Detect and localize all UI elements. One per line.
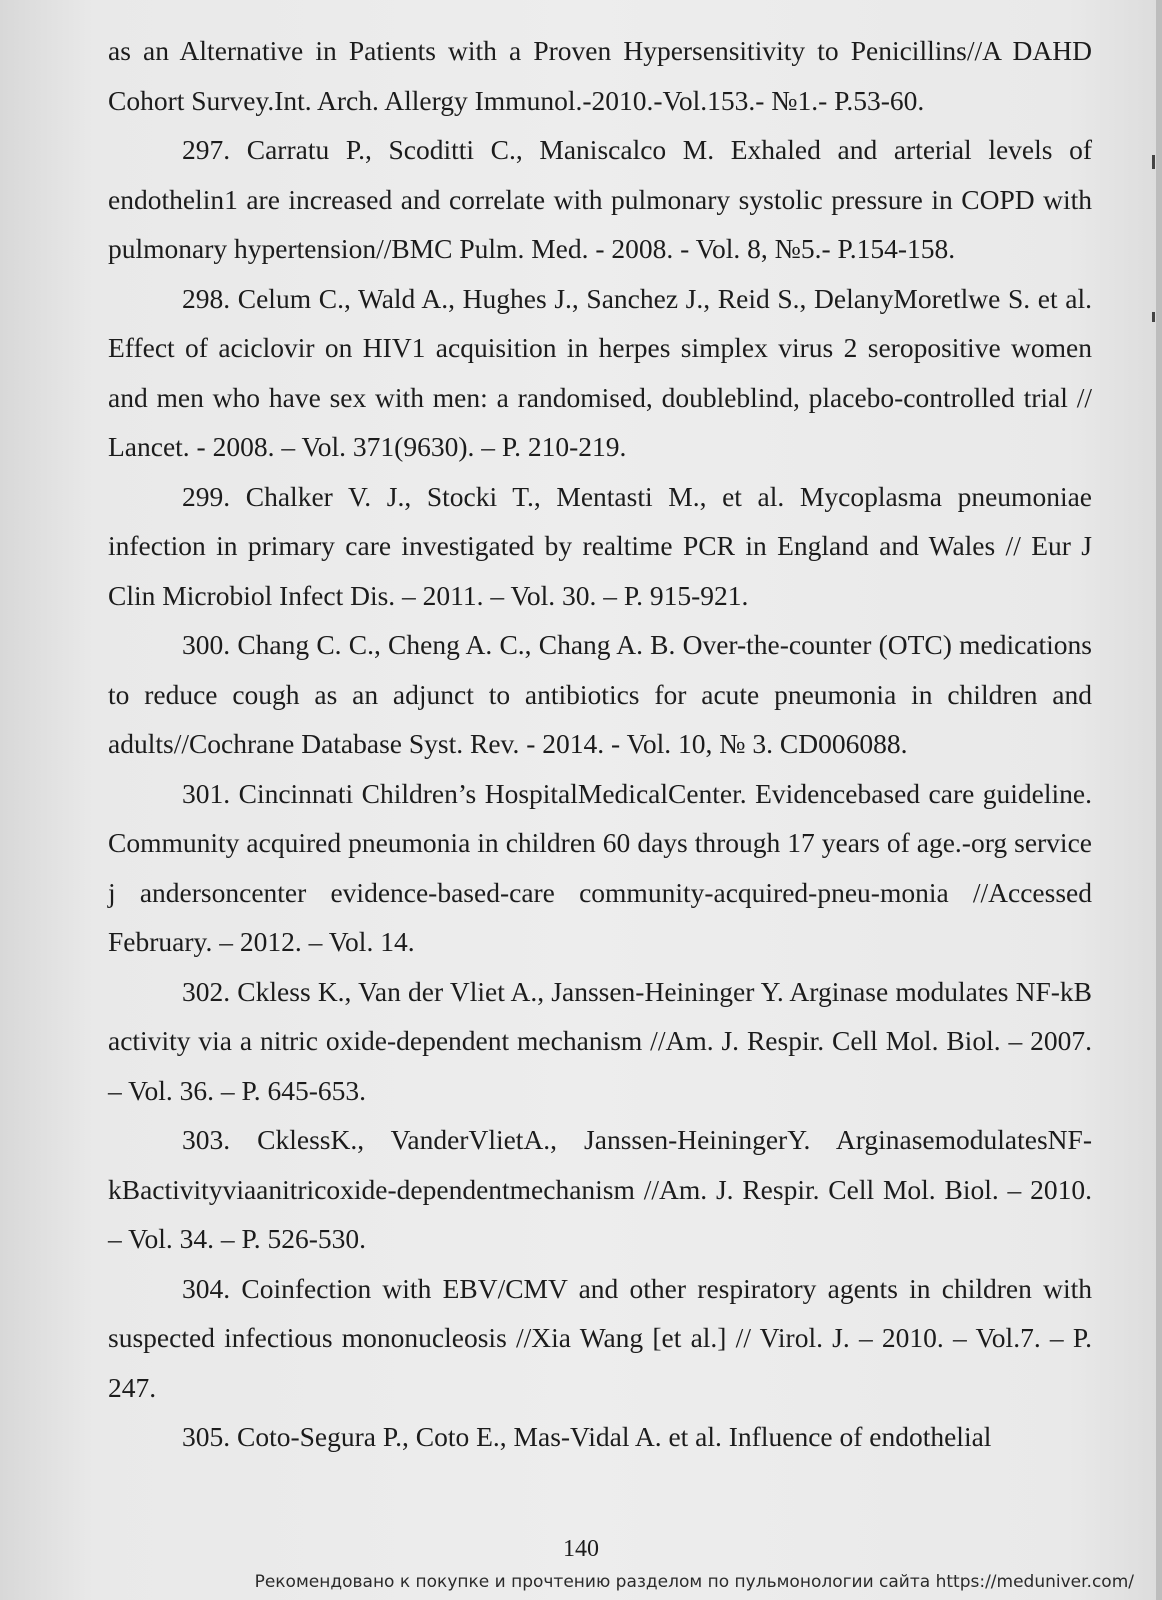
reference-300: 300. Chang C. C., Cheng A. C., Chang A. B. Over-the-counter (OTC) medications to reduce cough as an adjunct to antibiotics for acute pneumonia in children and adults//Cochrane Database Syst. Rev. - 2014. - Vol. 10, № 3. CD006088. bbox=[108, 629, 1092, 759]
reference-298: 298. Celum C., Wald A., Hughes J., Sanchez J., Reid S., DelanyMoretlwe S. et al. Effect of aciclovir on HIV1 acquisition in herpes simplex virus 2 seropositive women and men who have sex with men: a randomised, doubleblind, placebo-controlled trial // Lancet. - 2008. – Vol. 371(9630). – P. 210-219. bbox=[108, 282, 1092, 462]
scan-mark bbox=[1152, 155, 1155, 169]
reference-297: 297. Carratu P., Scoditti C., Maniscalco M. Exhaled and arterial levels of endothelin1 are increased and correlate with pulmonary systolic pressure in COPD with pulmonary hypertension//BMC Pulm. Med. - 2008. - Vol. 8, №5.- P.154-158. bbox=[108, 134, 1092, 264]
reference-305: 305. Coto-Segura P., Coto E., Mas-Vidal A. et al. Influence of endothelial bbox=[182, 1421, 992, 1452]
reference-299: 299. Chalker V. J., Stocki T., Mentasti M., et al. Mycoplasma pneumoniae infection in primary care investigated by realtime PCR in England and Wales // Eur J Clin Microbiol Infect Dis. – 2011. – Vol. 30. – P. 915-921. bbox=[108, 480, 1092, 611]
reference-302: 302. Ckless K., Van der Vliet A., Janssen-Heininger Y. Arginase modulates NF-kB activity via a nitric oxide-dependent mechanism //Am. J. Respir. Cell Mol. Biol. – 2007. – Vol. 36. – P. 645-653. bbox=[108, 975, 1092, 1106]
reference-continuation: as an Alternative in Patients with a Proven Hypersensitivity to Penicillins//A DAHD Cohort Survey.Int. Arch. Allergy Immunol.-2010.-Vol.153.- №1.- P.53-60. bbox=[108, 35, 1092, 116]
reference-303: 303. CklessK., VanderVlietA., Janssen-HeiningerY. ArginasemodulatesNF-kBactivityviaanitricoxide-dependentmechanism //Am. J. Respir. Cell Mol. Biol. – 2010. – Vol. 34. – P. 526-530. bbox=[108, 1124, 1092, 1254]
reference-301: 301. Cincinnati Children’s HospitalMedicalCenter. Evidencebased care guideline. Community acquired pneumonia in children 60 days through 17 years of age.-org service j andersoncenter evidence-based-care community-acquired-pneu-monia //Accessed February. – 2012. – Vol. 14. bbox=[108, 777, 1092, 957]
reference-304: 304. Coinfection with EBV/CMV and other respiratory agents in children with suspected infectious mononucleosis //Xia Wang [et al.] // Virol. J. – 2010. – Vol.7. – P. 247. bbox=[108, 1272, 1092, 1403]
reference-list bbox=[108, 26, 1092, 1462]
footer-watermark: Рекомендовано к покупке и прочтению разделом по пульмонологии сайта https://meduniver.com/ bbox=[254, 1572, 1134, 1592]
page-edge-shadow bbox=[1156, 0, 1162, 1600]
page-number: 140 bbox=[563, 1536, 599, 1562]
scan-mark bbox=[1152, 312, 1155, 322]
